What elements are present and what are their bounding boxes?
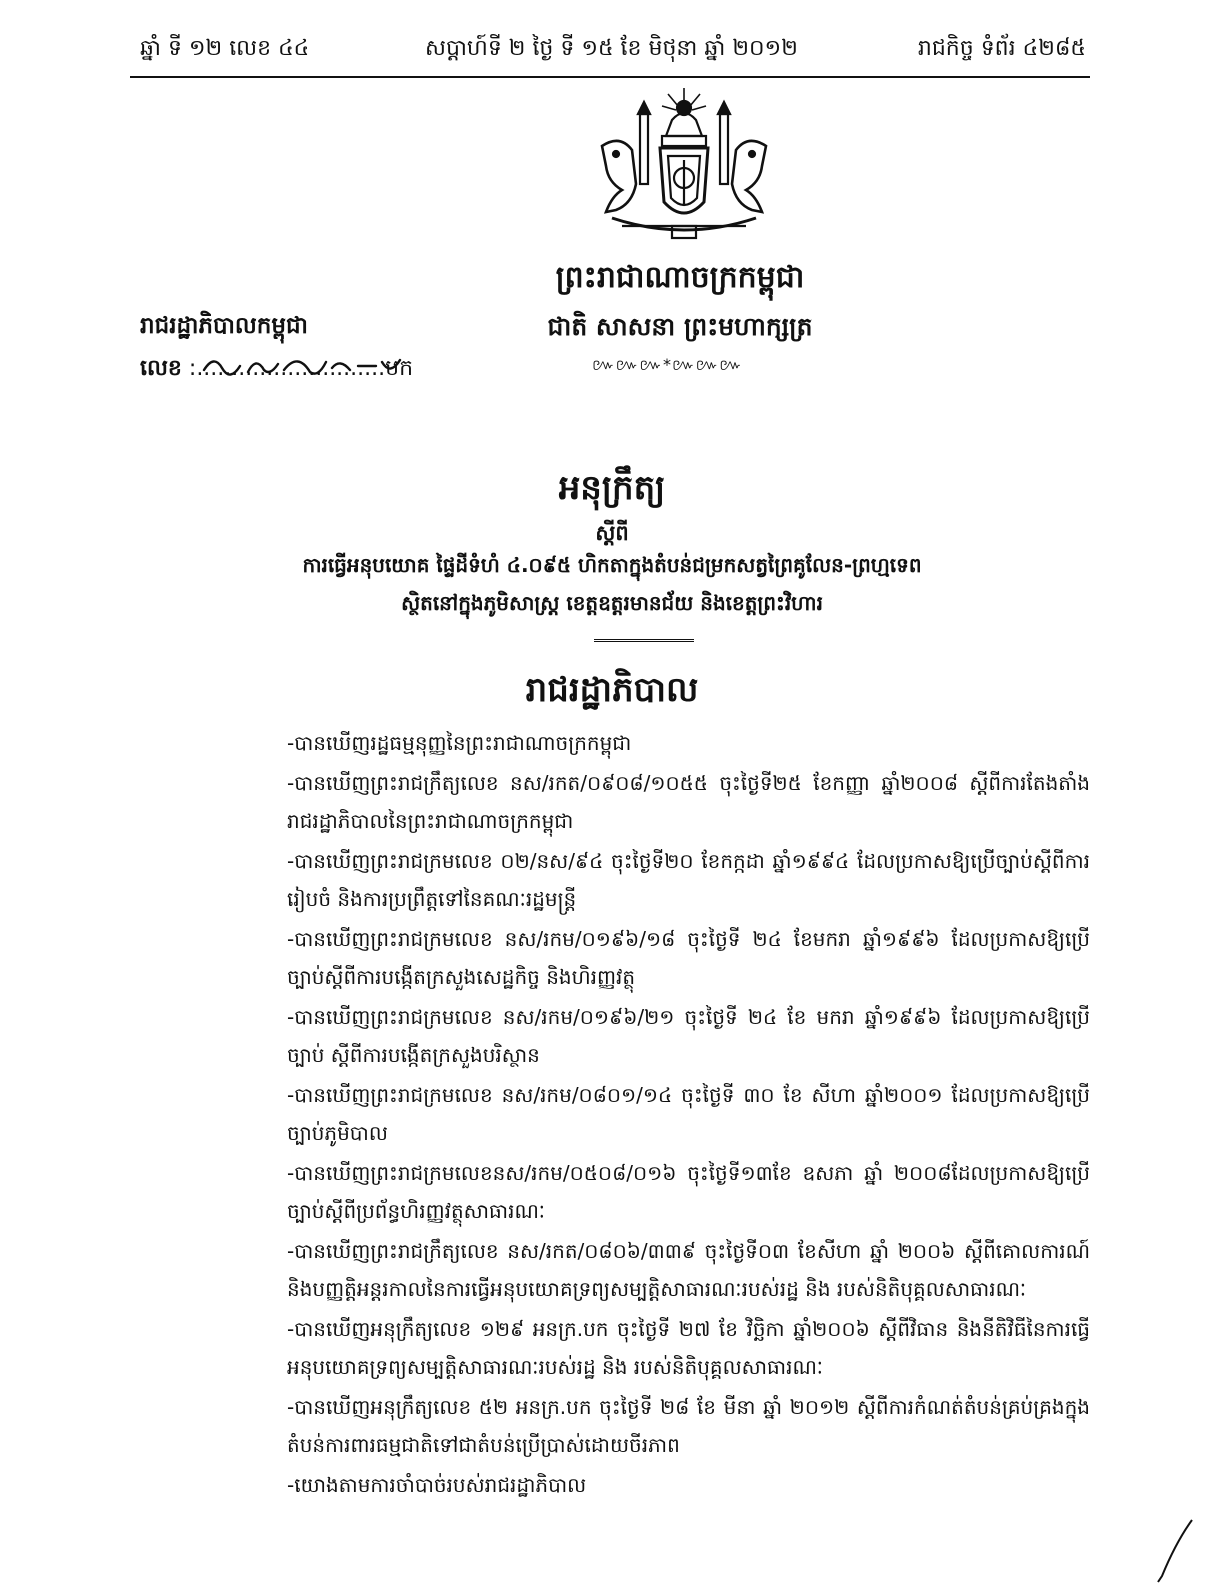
consideration-text: -បានឃើញព្រះរាជក្រឹត្យលេខ នស/រកត/០៨០៦/៣៣៩ ចុះថ្ងៃទី០៣ ខែសីហា ឆ្នាំ ២០០៦ ស្តីពីគោលការណ៍ និងបញ្ញត្តិអន្តរកាលនៃការធ្វើអនុបយោគទ្រព្យសម្បត្តិសាធារណៈរបស់រដ្ឋ និង របស់និតិបុគ្គលសាធារណៈ: [287, 1239, 1090, 1301]
consideration-text: -បានឃើញព្រះរាជក្រមលេខ នស/រកម/០៨០១/១៤ ចុះថ្ងៃទី ៣០ ខែ សីហា ឆ្នាំ២០០១ ដែលប្រកាសឱ្យប្រើច្បាប់ភូមិបាល: [287, 1083, 1090, 1145]
page-edge-mark: [1148, 1518, 1198, 1584]
consideration-item: [275, 920, 1090, 996]
consideration-text: -បានឃើញព្រះរាជក្រឹត្យលេខ នស/រកត/០៩០៨/១០៥៥ ចុះថ្ងៃទី២៥ ខែកញ្ញា ឆ្នាំ២០០៨ ស្តីពីការតែងតាំងរាជរដ្ឋាភិបាលនៃព្រះរាជាណាចក្រកម្ពុជា: [287, 771, 1090, 833]
decree-subject-line-1: ការធ្វើអនុបយោគ ផ្ទៃដីទំហំ ៤.០៩៥ ហិកតាក្នុងតំបន់ជម្រកសត្វព្រៃគូលែន-ព្រហ្មទេព: [302, 553, 922, 577]
motto-ornament: ៚៚៚*៚៚៚: [592, 355, 743, 374]
document-number-label: លេខ: [140, 356, 182, 381]
issuing-government: រាជរដ្ឋាភិបាលកម្ពុជា: [140, 313, 308, 339]
gazette-issue: ឆ្នាំ ទី ១២ លេខ ៤៤: [140, 36, 310, 61]
consideration-text: -បានឃើញព្រះរាជក្រមលេខ នស/រកម/០១៩៦/១៨ ចុះថ្ងៃទី ២៤ ខែមករា ឆ្នាំ១៩៩៦ ដែលប្រកាសឱ្យប្រើច្បាប់ស្តីពីការបង្កើតក្រសួងសេដ្ឋកិច្ច និងហិរញ្ញវត្ថុ: [287, 927, 1090, 989]
issuing-body-heading: រាជរដ្ឋាភិបាល: [525, 670, 699, 710]
considerations-list: [275, 724, 1090, 1506]
document-number-value: :...........................បក: [188, 356, 414, 381]
consideration-item: [275, 1154, 1090, 1230]
consideration-text: -យោងតាមការចាំបាច់របស់រាជរដ្ឋាភិបាល: [287, 1473, 587, 1497]
consideration-text: -បានឃើញព្រះរាជក្រមលេខ នស/រកម/០១៩៦/២១ ចុះថ្ងៃទី ២៤ ខែ មករា ឆ្នាំ១៩៩៦ ដែលប្រកាសឱ្យប្រើច្បាប់ ស្តីពីការបង្កើតក្រសួងបរិស្ថាន: [287, 1005, 1090, 1067]
header-rule: [130, 76, 1090, 78]
decree-about: ស្តីពី: [595, 521, 629, 545]
consideration-item: [275, 842, 1090, 918]
consideration-item: [275, 1232, 1090, 1308]
consideration-item: [275, 1076, 1090, 1152]
consideration-text: -បានឃើញព្រះរាជក្រមលេខនស/រកម/០៥០៨/០១៦ ចុះថ្ងៃទី១៣ខែ ឧសភា ឆ្នាំ ២០០៨ដែលប្រកាសឱ្យប្រើច្បាប់ស្តីពីប្រព័ន្ធហិរញ្ញវត្ថុសាធារណៈ: [287, 1161, 1090, 1223]
consideration-item: [275, 1310, 1090, 1386]
consideration-item: [275, 1388, 1090, 1464]
consideration-item: [275, 724, 1090, 762]
consideration-item: [275, 764, 1090, 840]
consideration-item: [275, 1466, 1090, 1504]
consideration-text: -បានឃើញអនុក្រឹត្យលេខ ៥២ អនក្រ.បក ចុះថ្ងៃទី ២៨ ខែ មីនា ឆ្នាំ ២០១២ ស្តីពីការកំណត់តំបន់គ្រប់គ្រងក្នុងតំបន់ការពារធម្មជាតិទៅជាតំបន់ប្រើប្រាស់ដោយចីរភាព: [287, 1395, 1090, 1457]
consideration-text: -បានឃើញអនុក្រឹត្យលេខ ១២៩ អនក្រ.បក ចុះថ្ងៃទី ២៧ ខែ វិច្ឆិកា ឆ្នាំ២០០៦ ស្តីពីវិធាន និងនីតិវិធីនៃការធ្វើអនុបយោគទ្រព្យសម្បត្តិសាធារណៈរបស់រដ្ឋ និង របស់និតិបុគ្គលសាធារណៈ: [287, 1317, 1090, 1379]
handwritten-number-signature: [200, 350, 414, 382]
decree-subject-line-2: ស្ថិតនៅក្នុងភូមិសាស្ត្រ ខេត្តឧត្តរមានជ័យ និងខេត្តព្រះវិហារ: [401, 591, 823, 615]
gazette-page: រាជកិច្ច ទំព័រ ៤២៨៥: [917, 36, 1086, 61]
royal-coat-of-arms-icon: [592, 86, 776, 246]
consideration-text: -បានឃើញព្រះរាជក្រមលេខ ០២/នស/៩៤ ចុះថ្ងៃទី២០ ខែកក្កដា ឆ្នាំ១៩៩៤ ដែលប្រកាសឱ្យប្រើច្បាប់ស្តីពីការរៀបចំ និងការប្រព្រឹត្តទៅនៃគណៈរដ្ឋមន្ត្រី: [287, 849, 1090, 911]
consideration-text: -បានឃើញរដ្ឋធម្មនុញ្ញនៃព្រះរាជាណាចក្រកម្ពុជា: [287, 731, 632, 755]
consideration-item: [275, 998, 1090, 1074]
decree-title: អនុក្រឹត្យ: [558, 468, 666, 508]
kingdom-name: ព្រះរាជាណាចក្រកម្ពុជា: [555, 260, 805, 295]
title-divider: [594, 639, 694, 642]
gazette-date: សប្តាហ៍ទី ២ ថ្ងៃ ទី ១៥ ខែ មិថុនា ឆ្នាំ ២០១២: [425, 36, 798, 61]
national-motto: ជាតិ សាសនា ព្រះមហាក្សត្រ: [547, 312, 813, 341]
